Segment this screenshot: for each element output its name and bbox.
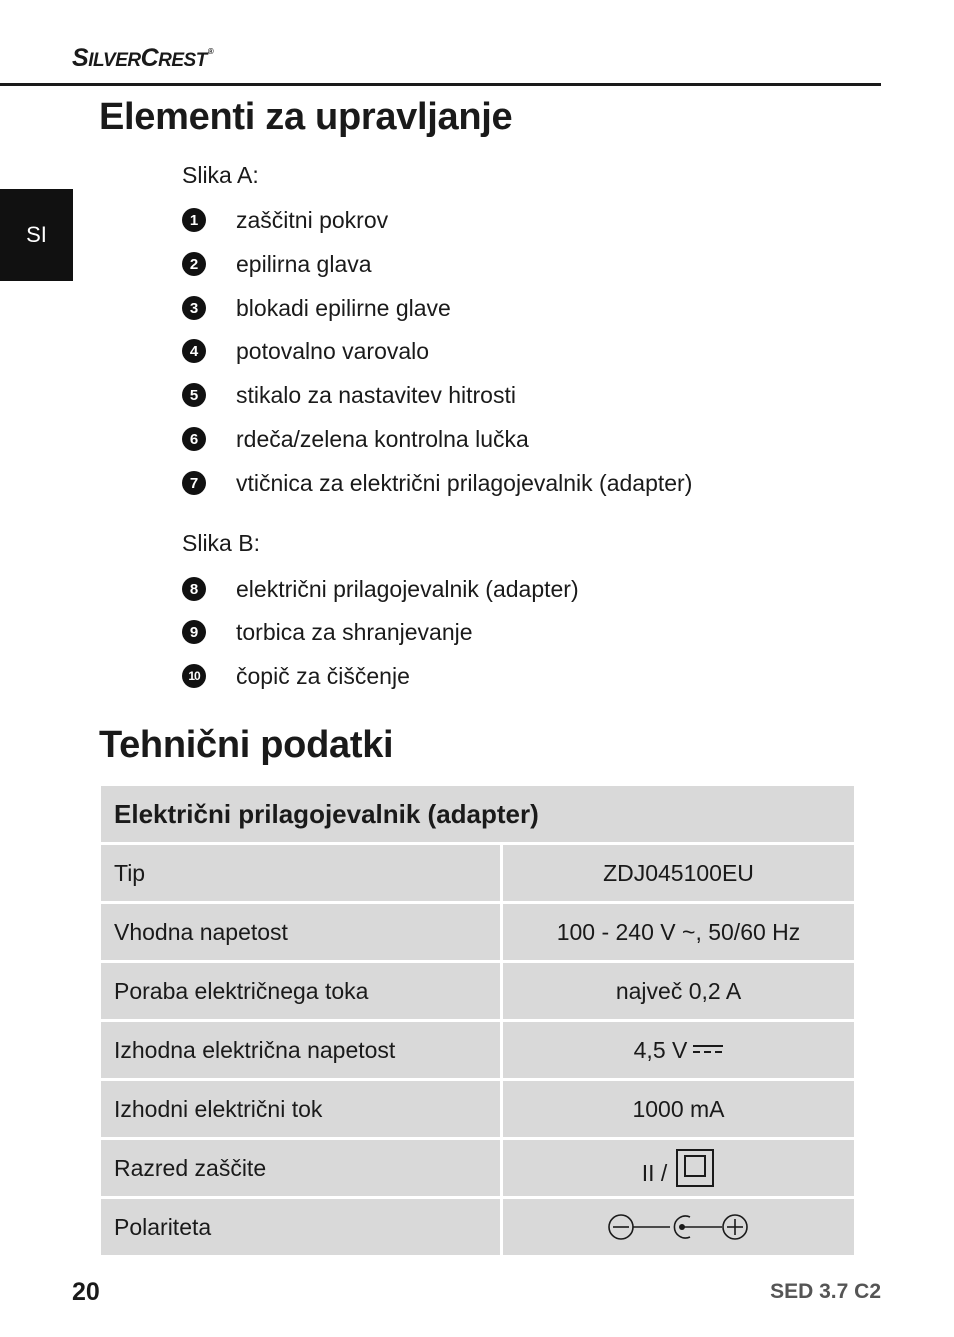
brand-logo: SILVERCREST® — [72, 44, 214, 72]
table-value: 100 - 240 V ~, 50/60 Hz — [503, 904, 854, 960]
figure-a-caption: Slika A: — [182, 162, 259, 188]
number-badge: 10 — [182, 664, 206, 688]
list-item-label: električni prilagojevalnik (adapter) — [236, 575, 579, 602]
section-title-controls: Elementi za upravljanje — [99, 96, 513, 138]
polarity-icon — [606, 1211, 752, 1243]
list-item — [182, 293, 451, 323]
list-item-label: torbica za shranjevanje — [236, 618, 473, 645]
table-key: Izhodni električni tok — [101, 1081, 500, 1137]
number-badge: 9 — [182, 620, 206, 644]
page-number: 20 — [72, 1278, 100, 1306]
table-value: ZDJ045100EU — [503, 845, 854, 901]
list-item-label: potovalno varovalo — [236, 337, 430, 364]
number-badge: 2 — [182, 252, 206, 276]
list-item-label: blokadi epilirne glave — [236, 294, 451, 321]
number-badge: 4 — [182, 339, 206, 363]
table-header: Električni prilagojevalnik (adapter) — [101, 786, 854, 842]
list-item — [182, 336, 430, 366]
figure-b-caption: Slika B: — [182, 530, 260, 556]
list-item-label: rdeča/zelena kontrolna lučka — [236, 425, 529, 452]
number-badge: 5 — [182, 383, 206, 407]
number-badge: 1 — [182, 208, 206, 232]
list-item-label: stikalo za nastavitev hitrosti — [236, 381, 516, 408]
list-item — [182, 468, 693, 498]
table-value: 1000 mA — [503, 1081, 854, 1137]
table-value: II / — [641, 1159, 668, 1186]
list-item — [182, 617, 473, 647]
list-item — [182, 574, 579, 604]
list-item — [182, 249, 372, 279]
list-item — [182, 424, 529, 454]
table-key: Izhodna električna napetost — [101, 1022, 500, 1078]
model-number: SED 3.7 C2 — [770, 1280, 881, 1303]
number-badge: 8 — [182, 577, 206, 601]
list-item-label: čopič za čiščenje — [236, 662, 410, 689]
table-value: največ 0,2 A — [503, 963, 854, 1019]
table-key: Poraba električnega toka — [101, 963, 500, 1019]
table-key: Tip — [101, 845, 500, 901]
list-item — [182, 380, 516, 410]
list-item — [182, 661, 410, 691]
protection-class-ii-icon — [675, 1148, 715, 1188]
table-key: Razred zaščite — [101, 1140, 500, 1196]
number-badge: 6 — [182, 427, 206, 451]
list-item-label: epilirna glava — [236, 250, 372, 277]
table-value-cell — [503, 1022, 854, 1078]
header-rule — [0, 83, 881, 86]
table-row — [101, 904, 854, 960]
number-badge: 7 — [182, 471, 206, 495]
section-title-tech: Tehnični podatki — [99, 724, 394, 766]
table-key: Vhodna napetost — [101, 904, 500, 960]
language-tab: SI — [0, 189, 73, 281]
tech-data-table — [101, 786, 854, 1255]
list-item-label: vtičnica za električni prilagojevalnik (adapter) — [236, 469, 693, 496]
table-row — [101, 1022, 854, 1078]
table-row — [101, 1140, 854, 1196]
number-badge: 3 — [182, 296, 206, 320]
table-value: 4,5 V — [633, 1036, 688, 1063]
list-item — [182, 205, 389, 235]
table-key: Polariteta — [101, 1199, 500, 1255]
dc-voltage-icon — [693, 1042, 723, 1054]
list-item-label: zaščitni pokrov — [236, 206, 389, 233]
table-row — [101, 1199, 854, 1255]
table-value-cell — [503, 1140, 854, 1196]
table-row — [101, 963, 854, 1019]
table-value-cell — [503, 1199, 854, 1255]
table-row — [101, 845, 854, 901]
table-row — [101, 1081, 854, 1137]
